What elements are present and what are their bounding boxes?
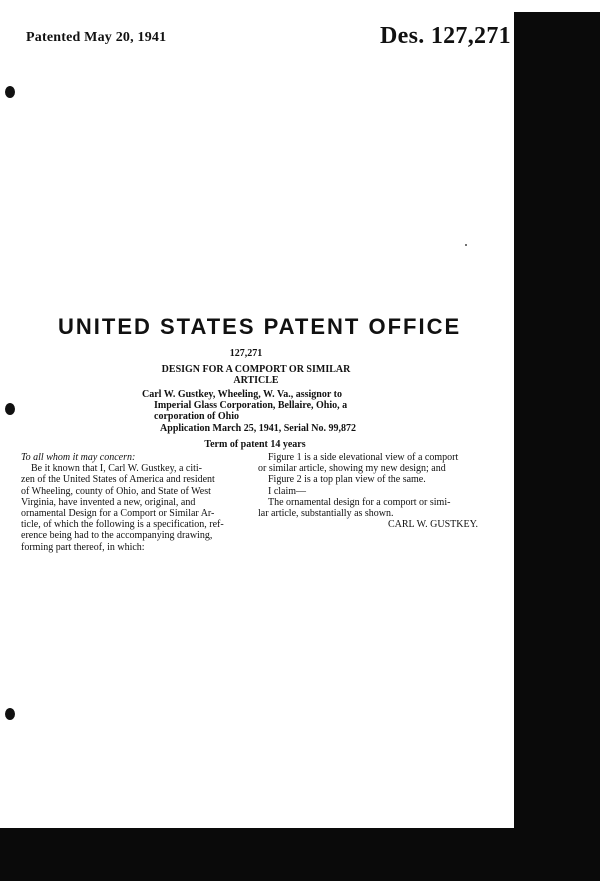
punch-hole-bottom (5, 708, 15, 720)
body-line: erence being had to the accompanying drawing, (21, 530, 213, 542)
patent-number: 127,271 (229, 348, 263, 359)
scan-speck (465, 244, 467, 246)
body-line: ticle, of which the following is a specification, ref- (21, 519, 224, 531)
design-number: Des. 127,271 (380, 23, 511, 49)
punch-hole-middle (5, 403, 15, 415)
body-line: ornamental Design for a Comport or Similar Ar- (21, 508, 215, 520)
signature: CARL W. GUSTKEY. (387, 519, 478, 531)
body-line: lar article, substantially as shown. (258, 508, 394, 520)
office-title: UNITED STATES PATENT OFFICE (58, 314, 462, 339)
body-line: zen of the United States of America and resident (21, 474, 215, 486)
salutation: To all whom it may concern: (21, 452, 136, 463)
body-line: The ornamental design for a comport or simi- (268, 496, 451, 508)
punch-hole-top (5, 86, 15, 98)
design-title-line-1: DESIGN FOR A COMPORT OR SIMILAR (161, 364, 351, 375)
scan-border-bottom (0, 828, 600, 881)
body-line: Figure 2 is a top plan view of the same. (268, 474, 426, 486)
left-column (21, 452, 269, 553)
claim-line: I claim— (268, 485, 307, 497)
assignor-block (142, 389, 374, 422)
assignor-line-2: Imperial Glass Corporation, Bellaire, Ohio, a (154, 400, 348, 411)
assignor-line-1: Carl W. Gustkey, Wheeling, W. Va., assignor to (142, 389, 342, 400)
design-title (140, 364, 372, 386)
right-column (258, 452, 508, 530)
assignor-line-3: corporation of Ohio (154, 411, 239, 422)
body-line: Figure 1 is a side elevational view of a comport (268, 452, 459, 463)
body-line: Virginia, have invented a new, original, and (21, 496, 196, 508)
design-title-line-2: ARTICLE (233, 375, 279, 386)
patented-date: Patented May 20, 1941 (26, 30, 167, 45)
body-line: of Wheeling, county of Ohio, and State of West (21, 485, 211, 497)
scan-border-right (514, 12, 600, 881)
application-line: Application March 25, 1941, Serial No. 99,872 (160, 423, 356, 434)
body-line: or similar article, showing my new design; and (258, 463, 446, 475)
term-line: Term of patent 14 years (204, 439, 306, 450)
body-line: Be it known that I, Carl W. Gustkey, a citi- (31, 463, 202, 475)
body-line: forming part thereof, in which: (21, 541, 145, 553)
